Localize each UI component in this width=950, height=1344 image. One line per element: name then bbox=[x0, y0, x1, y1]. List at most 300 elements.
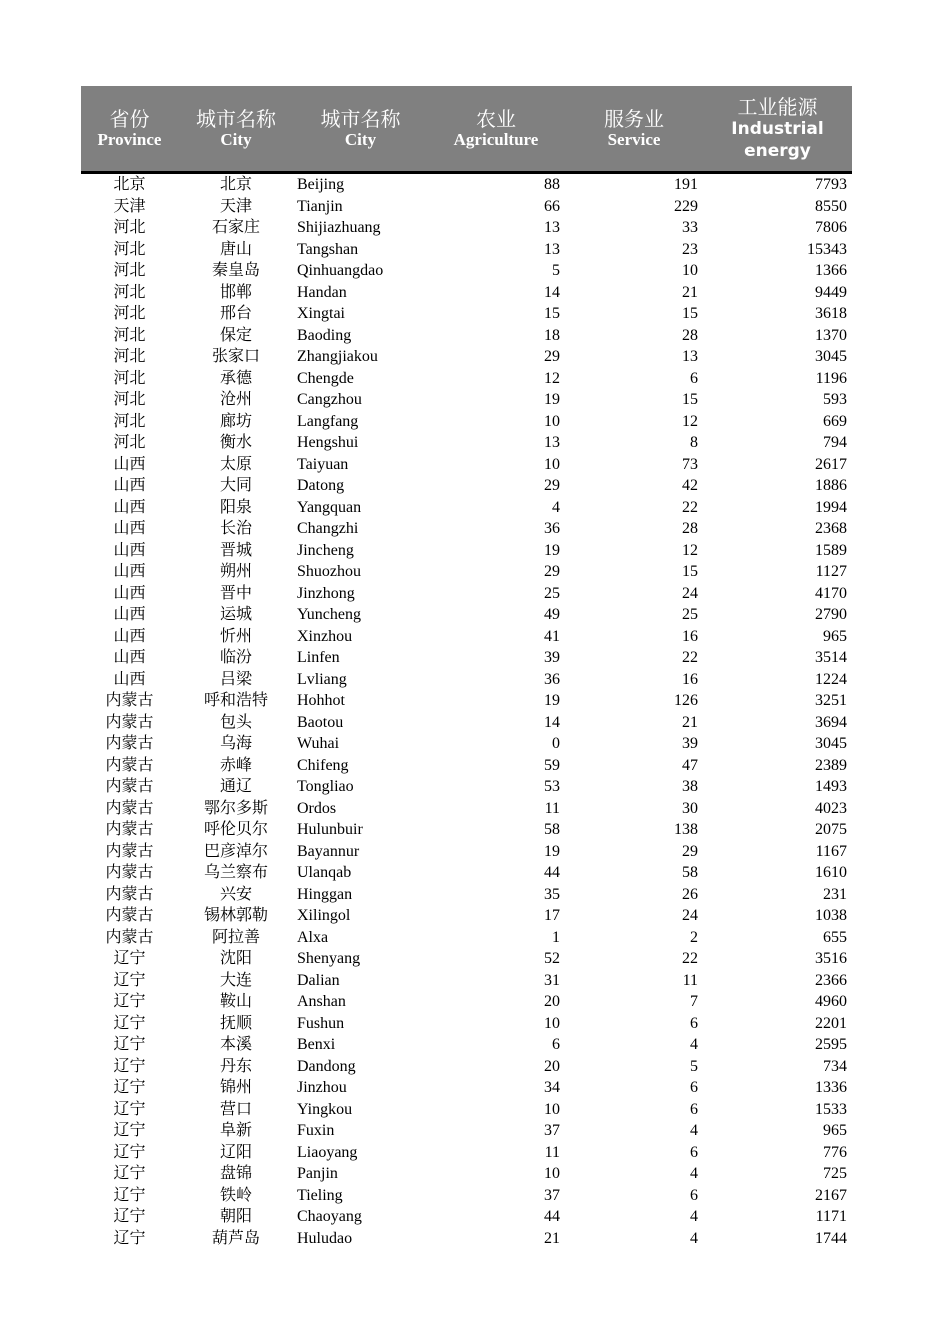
table-row bbox=[81, 217, 852, 239]
table-row bbox=[81, 1228, 852, 1250]
table-row bbox=[81, 239, 852, 261]
cell-city-cn: 乌海 bbox=[219, 735, 252, 753]
cell-industrial-energy: 1196 bbox=[815, 369, 847, 387]
cell-service: 24 bbox=[682, 907, 698, 925]
cell-city-cn: 通辽 bbox=[219, 778, 252, 796]
cell-agriculture: 58 bbox=[544, 821, 560, 839]
cell-industrial-energy: 965 bbox=[823, 627, 847, 645]
cell-province: 内蒙古 bbox=[105, 692, 154, 710]
cell-industrial-energy: 8550 bbox=[815, 197, 847, 215]
cell-service: 26 bbox=[682, 885, 698, 903]
cell-service: 22 bbox=[682, 950, 698, 968]
cell-industrial-energy: 794 bbox=[823, 434, 847, 452]
cell-city-en: Dandong bbox=[297, 1057, 356, 1075]
cell-service: 28 bbox=[682, 520, 698, 538]
cell-city-en: Langfang bbox=[297, 412, 359, 430]
cell-service: 2 bbox=[690, 928, 698, 946]
cell-industrial-energy: 9449 bbox=[815, 283, 847, 301]
table-row bbox=[81, 1206, 852, 1228]
cell-service: 16 bbox=[682, 627, 698, 645]
cell-agriculture: 10 bbox=[544, 412, 560, 430]
table-row bbox=[81, 561, 852, 583]
table-row bbox=[81, 411, 852, 433]
cell-city-cn: 邯郸 bbox=[219, 283, 252, 301]
cell-city-en: Dalian bbox=[297, 971, 340, 989]
table-body bbox=[81, 173, 852, 1250]
cell-industrial-energy: 1167 bbox=[815, 842, 847, 860]
cell-industrial-energy: 7806 bbox=[815, 219, 847, 237]
cell-industrial-energy: 2790 bbox=[815, 606, 847, 624]
cell-province: 内蒙古 bbox=[105, 864, 154, 882]
cell-city-en: Handan bbox=[297, 283, 347, 301]
cell-province: 内蒙古 bbox=[105, 799, 154, 817]
cell-industrial-energy: 7793 bbox=[815, 176, 847, 194]
cell-industrial-energy: 2366 bbox=[815, 971, 847, 989]
cell-agriculture: 19 bbox=[544, 842, 560, 860]
cell-industrial-energy: 4170 bbox=[815, 584, 847, 602]
cell-city-cn: 衡水 bbox=[219, 434, 252, 452]
cell-city-cn: 保定 bbox=[219, 326, 252, 344]
cell-agriculture: 59 bbox=[544, 756, 560, 774]
cell-city-en: Hulunbuir bbox=[297, 821, 363, 839]
cell-agriculture: 11 bbox=[544, 799, 560, 817]
cell-city-cn: 邢台 bbox=[219, 305, 252, 323]
cell-city-en: Benxi bbox=[297, 1036, 336, 1054]
table-row bbox=[81, 970, 852, 992]
cell-city-cn: 廊坊 bbox=[219, 412, 252, 430]
cell-industrial-energy: 593 bbox=[823, 391, 847, 409]
cell-agriculture: 25 bbox=[544, 584, 560, 602]
cell-city-cn: 兴安 bbox=[219, 885, 252, 903]
cell-agriculture: 10 bbox=[544, 1100, 560, 1118]
cell-city-cn: 赤峰 bbox=[219, 756, 252, 774]
cell-service: 15 bbox=[682, 305, 698, 323]
cell-industrial-energy: 2075 bbox=[815, 821, 847, 839]
cell-agriculture: 1 bbox=[552, 928, 560, 946]
cell-city-en: Hengshui bbox=[297, 434, 359, 452]
cell-industrial-energy: 1127 bbox=[815, 563, 847, 581]
cell-agriculture: 4 bbox=[552, 498, 560, 516]
cell-province: 内蒙古 bbox=[105, 821, 154, 839]
cell-city-en: Ulanqab bbox=[297, 864, 352, 882]
cell-province: 河北 bbox=[113, 283, 146, 301]
table-row bbox=[81, 927, 852, 949]
cell-industrial-energy: 2201 bbox=[815, 1014, 847, 1032]
cell-service: 15 bbox=[682, 563, 698, 581]
cell-city-en: Zhangjiakou bbox=[297, 348, 378, 366]
cell-province: 辽宁 bbox=[113, 1057, 146, 1075]
cell-industrial-energy: 1744 bbox=[815, 1229, 847, 1247]
cell-city-en: Xilingol bbox=[297, 907, 351, 925]
cell-city-en: Baotou bbox=[297, 713, 344, 731]
cell-province: 内蒙古 bbox=[105, 907, 154, 925]
cell-city-cn: 锡林郭勒 bbox=[203, 907, 268, 925]
cell-service: 191 bbox=[674, 176, 698, 194]
cell-industrial-energy: 1493 bbox=[815, 778, 847, 796]
cell-province: 山西 bbox=[113, 627, 146, 645]
cell-service: 6 bbox=[690, 1014, 698, 1032]
cell-city-en: Yuncheng bbox=[297, 606, 361, 624]
cell-city-en: Anshan bbox=[297, 993, 346, 1011]
cell-province: 山西 bbox=[113, 584, 146, 602]
table-row bbox=[81, 475, 852, 497]
cell-city-cn: 晋城 bbox=[219, 541, 252, 559]
cell-province: 辽宁 bbox=[113, 1165, 146, 1183]
cell-city-en: Beijing bbox=[297, 176, 345, 194]
cell-industrial-energy: 2389 bbox=[815, 756, 847, 774]
table-row bbox=[81, 1163, 852, 1185]
cell-industrial-energy: 3694 bbox=[815, 713, 847, 731]
cell-city-en: Hinggan bbox=[297, 885, 353, 903]
cell-service: 138 bbox=[674, 821, 698, 839]
table-row bbox=[81, 1185, 852, 1207]
cell-agriculture: 20 bbox=[544, 1057, 560, 1075]
cell-industrial-energy: 2595 bbox=[815, 1036, 847, 1054]
cell-city-cn: 大同 bbox=[219, 477, 252, 495]
cell-agriculture: 44 bbox=[544, 864, 560, 882]
cell-service: 24 bbox=[682, 584, 698, 602]
cell-agriculture: 34 bbox=[544, 1079, 560, 1097]
cell-industrial-energy: 4960 bbox=[815, 993, 847, 1011]
table-row bbox=[81, 991, 852, 1013]
table-row bbox=[81, 884, 852, 906]
cell-industrial-energy: 4023 bbox=[815, 799, 847, 817]
cell-province: 辽宁 bbox=[113, 1186, 146, 1204]
cell-agriculture: 37 bbox=[544, 1122, 560, 1140]
cell-agriculture: 13 bbox=[544, 219, 560, 237]
table-row bbox=[81, 497, 852, 519]
table-row bbox=[81, 1099, 852, 1121]
table-row bbox=[81, 948, 852, 970]
cell-agriculture: 21 bbox=[544, 1229, 560, 1247]
cell-industrial-energy: 1610 bbox=[815, 864, 847, 882]
cell-agriculture: 39 bbox=[544, 649, 560, 667]
cell-city-en: Wuhai bbox=[297, 735, 340, 753]
cell-province: 辽宁 bbox=[113, 993, 146, 1011]
table-row bbox=[81, 1077, 852, 1099]
cell-city-en: Chaoyang bbox=[297, 1208, 362, 1226]
table-row bbox=[81, 1142, 852, 1164]
cell-agriculture: 41 bbox=[544, 627, 560, 645]
cell-city-cn: 北京 bbox=[219, 176, 252, 194]
cell-industrial-energy: 3251 bbox=[815, 692, 847, 710]
cell-agriculture: 19 bbox=[544, 692, 560, 710]
cell-service: 229 bbox=[674, 197, 698, 215]
cell-province: 辽宁 bbox=[113, 1229, 146, 1247]
cell-province: 内蒙古 bbox=[105, 885, 154, 903]
cell-city-cn: 承德 bbox=[219, 369, 252, 387]
cell-city-en: Ordos bbox=[297, 799, 337, 817]
cell-industrial-energy: 231 bbox=[823, 885, 847, 903]
cell-province: 河北 bbox=[113, 305, 146, 323]
table-row bbox=[81, 604, 852, 626]
cell-agriculture: 15 bbox=[544, 305, 560, 323]
cell-province: 辽宁 bbox=[113, 1143, 146, 1161]
cell-city-cn: 吕梁 bbox=[219, 670, 252, 688]
cell-industrial-energy: 1038 bbox=[815, 907, 847, 925]
cell-city-cn: 铁岭 bbox=[219, 1186, 252, 1204]
cell-city-cn: 朝阳 bbox=[219, 1208, 252, 1226]
cell-city-cn: 朔州 bbox=[219, 563, 252, 581]
cell-province: 辽宁 bbox=[113, 1100, 146, 1118]
cell-agriculture: 36 bbox=[544, 670, 560, 688]
cell-city-en: Qinhuangdao bbox=[297, 262, 384, 280]
cell-province: 内蒙古 bbox=[105, 842, 154, 860]
cell-agriculture: 29 bbox=[544, 477, 560, 495]
cell-city-cn: 沧州 bbox=[219, 391, 252, 409]
cell-industrial-energy: 655 bbox=[823, 928, 847, 946]
table-row bbox=[81, 712, 852, 734]
cell-agriculture: 20 bbox=[544, 993, 560, 1011]
cell-service: 8 bbox=[690, 434, 698, 452]
cell-agriculture: 0 bbox=[552, 735, 560, 753]
cell-province: 山西 bbox=[113, 498, 146, 516]
cell-province: 山西 bbox=[113, 670, 146, 688]
cell-province: 河北 bbox=[113, 262, 146, 280]
cell-industrial-energy: 965 bbox=[823, 1122, 847, 1140]
cell-province: 河北 bbox=[113, 434, 146, 452]
cell-service: 47 bbox=[682, 756, 698, 774]
cell-industrial-energy: 1589 bbox=[815, 541, 847, 559]
cell-province: 内蒙古 bbox=[105, 713, 154, 731]
cell-city-cn: 临汾 bbox=[219, 649, 252, 667]
cell-service: 22 bbox=[682, 498, 698, 516]
cell-province: 河北 bbox=[113, 219, 146, 237]
cell-industrial-energy: 15343 bbox=[807, 240, 847, 258]
cell-city-cn: 忻州 bbox=[219, 627, 252, 645]
cell-city-en: Yangquan bbox=[297, 498, 362, 516]
cell-agriculture: 6 bbox=[552, 1036, 560, 1054]
cell-city-en: Shijiazhuang bbox=[297, 219, 381, 237]
cell-service: 4 bbox=[690, 1036, 698, 1054]
cell-service: 10 bbox=[682, 262, 698, 280]
cell-city-en: Fuxin bbox=[297, 1122, 335, 1140]
cell-service: 11 bbox=[682, 971, 698, 989]
cell-agriculture: 49 bbox=[544, 606, 560, 624]
cell-city-cn: 大连 bbox=[219, 971, 252, 989]
cell-agriculture: 19 bbox=[544, 541, 560, 559]
cell-province: 内蒙古 bbox=[105, 756, 154, 774]
cell-city-cn: 沈阳 bbox=[219, 950, 252, 968]
cell-service: 12 bbox=[682, 412, 698, 430]
cell-agriculture: 29 bbox=[544, 563, 560, 581]
cell-city-cn: 包头 bbox=[219, 713, 252, 731]
table-row bbox=[81, 432, 852, 454]
cell-industrial-energy: 1886 bbox=[815, 477, 847, 495]
cell-city-en: Fushun bbox=[297, 1014, 345, 1032]
cell-city-en: Changzhi bbox=[297, 520, 359, 538]
table-row bbox=[81, 260, 852, 282]
table-row bbox=[81, 647, 852, 669]
cell-city-cn: 葫芦岛 bbox=[211, 1229, 260, 1247]
table-row bbox=[81, 540, 852, 562]
cell-city-cn: 辽阳 bbox=[219, 1143, 252, 1161]
cell-service: 7 bbox=[690, 993, 698, 1011]
cell-city-cn: 盘锦 bbox=[219, 1165, 252, 1183]
table-row bbox=[81, 1056, 852, 1078]
cell-industrial-energy: 1171 bbox=[815, 1208, 847, 1226]
header-province: 省份 Province bbox=[81, 86, 178, 173]
cell-province: 河北 bbox=[113, 348, 146, 366]
cell-city-en: Linfen bbox=[297, 649, 340, 667]
table-row bbox=[81, 368, 852, 390]
table-row bbox=[81, 325, 852, 347]
data-table-container bbox=[81, 86, 852, 1249]
cell-agriculture: 52 bbox=[544, 950, 560, 968]
cell-province: 辽宁 bbox=[113, 1079, 146, 1097]
table-row bbox=[81, 346, 852, 368]
cell-province: 山西 bbox=[113, 541, 146, 559]
table-row bbox=[81, 389, 852, 411]
cell-province: 山西 bbox=[113, 563, 146, 581]
cell-industrial-energy: 669 bbox=[823, 412, 847, 430]
table-row bbox=[81, 196, 852, 218]
cell-service: 42 bbox=[682, 477, 698, 495]
cell-city-cn: 乌兰察布 bbox=[203, 864, 268, 882]
header-service: 服务业 Service bbox=[565, 86, 703, 173]
cell-province: 内蒙古 bbox=[105, 928, 154, 946]
cell-industrial-energy: 3045 bbox=[815, 735, 847, 753]
cell-city-cn: 抚顺 bbox=[219, 1014, 252, 1032]
cell-service: 13 bbox=[682, 348, 698, 366]
cell-industrial-energy: 3514 bbox=[815, 649, 847, 667]
table-row bbox=[81, 819, 852, 841]
cell-city-en: Tieling bbox=[297, 1186, 343, 1204]
cell-city-en: Shenyang bbox=[297, 950, 361, 968]
cell-city-en: Jincheng bbox=[297, 541, 354, 559]
cell-industrial-energy: 3516 bbox=[815, 950, 847, 968]
cell-province: 辽宁 bbox=[113, 1014, 146, 1032]
cell-service: 6 bbox=[690, 1143, 698, 1161]
cell-service: 39 bbox=[682, 735, 698, 753]
cell-service: 16 bbox=[682, 670, 698, 688]
cell-province: 山西 bbox=[113, 606, 146, 624]
cell-city-cn: 锦州 bbox=[219, 1079, 252, 1097]
cell-province: 河北 bbox=[113, 391, 146, 409]
cell-city-en: Tianjin bbox=[297, 197, 343, 215]
cell-city-en: Bayannur bbox=[297, 842, 360, 860]
cell-service: 4 bbox=[690, 1229, 698, 1247]
table-row bbox=[81, 282, 852, 304]
cell-agriculture: 17 bbox=[544, 907, 560, 925]
cell-city-en: Hohhot bbox=[297, 692, 345, 710]
cell-service: 4 bbox=[690, 1208, 698, 1226]
cell-service: 6 bbox=[690, 1100, 698, 1118]
cell-service: 21 bbox=[682, 713, 698, 731]
table-row bbox=[81, 454, 852, 476]
cell-province: 辽宁 bbox=[113, 1036, 146, 1054]
cell-agriculture: 44 bbox=[544, 1208, 560, 1226]
cell-agriculture: 11 bbox=[544, 1143, 560, 1161]
cell-service: 4 bbox=[690, 1165, 698, 1183]
table-row bbox=[81, 303, 852, 325]
cell-service: 29 bbox=[682, 842, 698, 860]
cell-industrial-energy: 3045 bbox=[815, 348, 847, 366]
table-row bbox=[81, 862, 852, 884]
header-industrial-energy: 工业能源 Industrial energy bbox=[703, 86, 852, 173]
cell-industrial-energy: 2617 bbox=[815, 455, 847, 473]
cell-city-cn: 太原 bbox=[219, 455, 252, 473]
cell-city-en: Xinzhou bbox=[297, 627, 353, 645]
table-row bbox=[81, 583, 852, 605]
table-row bbox=[81, 626, 852, 648]
header-city-en: 城市名称 City bbox=[294, 86, 427, 173]
cell-city-cn: 呼和浩特 bbox=[203, 692, 268, 710]
cell-industrial-energy: 2167 bbox=[815, 1186, 847, 1204]
cell-industrial-energy: 1224 bbox=[815, 670, 847, 688]
cell-province: 河北 bbox=[113, 412, 146, 430]
cell-city-cn: 天津 bbox=[219, 197, 252, 215]
cell-service: 6 bbox=[690, 369, 698, 387]
cell-agriculture: 66 bbox=[544, 197, 560, 215]
cell-province: 辽宁 bbox=[113, 1208, 146, 1226]
cell-city-cn: 丹东 bbox=[219, 1057, 252, 1075]
cell-service: 58 bbox=[682, 864, 698, 882]
cell-agriculture: 53 bbox=[544, 778, 560, 796]
cell-service: 6 bbox=[690, 1186, 698, 1204]
cell-city-en: Jinzhou bbox=[297, 1079, 347, 1097]
cell-industrial-energy: 725 bbox=[823, 1165, 847, 1183]
cell-city-en: Alxa bbox=[297, 928, 329, 946]
header-agriculture: 农业 Agriculture bbox=[427, 86, 565, 173]
cell-city-en: Baoding bbox=[297, 326, 352, 344]
cell-province: 河北 bbox=[113, 326, 146, 344]
cell-city-cn: 阳泉 bbox=[219, 498, 252, 516]
cell-industrial-energy: 3618 bbox=[815, 305, 847, 323]
cell-city-en: Liaoyang bbox=[297, 1143, 358, 1161]
cell-city-en: Shuozhou bbox=[297, 563, 361, 581]
header-row bbox=[81, 86, 852, 173]
cell-city-en: Yingkou bbox=[297, 1100, 353, 1118]
cell-industrial-energy: 1366 bbox=[815, 262, 847, 280]
cell-agriculture: 10 bbox=[544, 1165, 560, 1183]
cell-city-en: Tangshan bbox=[297, 240, 359, 258]
cell-service: 21 bbox=[682, 283, 698, 301]
cell-service: 73 bbox=[682, 455, 698, 473]
cell-agriculture: 5 bbox=[552, 262, 560, 280]
cell-agriculture: 10 bbox=[544, 1014, 560, 1032]
cell-city-cn: 张家口 bbox=[211, 348, 260, 366]
cell-service: 25 bbox=[682, 606, 698, 624]
cell-city-cn: 唐山 bbox=[219, 240, 252, 258]
table-row bbox=[81, 755, 852, 777]
cell-province: 辽宁 bbox=[113, 950, 146, 968]
cell-industrial-energy: 1994 bbox=[815, 498, 847, 516]
table-row bbox=[81, 690, 852, 712]
cell-service: 5 bbox=[690, 1057, 698, 1075]
cell-city-en: Huludao bbox=[297, 1229, 353, 1247]
cell-province: 内蒙古 bbox=[105, 778, 154, 796]
cell-agriculture: 18 bbox=[544, 326, 560, 344]
cell-service: 126 bbox=[674, 692, 698, 710]
cell-agriculture: 37 bbox=[544, 1186, 560, 1204]
cell-city-cn: 营口 bbox=[219, 1100, 252, 1118]
cell-province: 辽宁 bbox=[113, 1122, 146, 1140]
table-row bbox=[81, 798, 852, 820]
cell-province: 山西 bbox=[113, 649, 146, 667]
cell-city-en: Jinzhong bbox=[297, 584, 355, 602]
cell-agriculture: 31 bbox=[544, 971, 560, 989]
cell-province: 河北 bbox=[113, 240, 146, 258]
cell-province: 山西 bbox=[113, 477, 146, 495]
cell-city-en: Panjin bbox=[297, 1165, 338, 1183]
city-energy-table bbox=[81, 86, 852, 1249]
cell-service: 15 bbox=[682, 391, 698, 409]
cell-city-cn: 长治 bbox=[219, 520, 252, 538]
cell-agriculture: 13 bbox=[544, 240, 560, 258]
cell-province: 内蒙古 bbox=[105, 735, 154, 753]
cell-province: 辽宁 bbox=[113, 971, 146, 989]
